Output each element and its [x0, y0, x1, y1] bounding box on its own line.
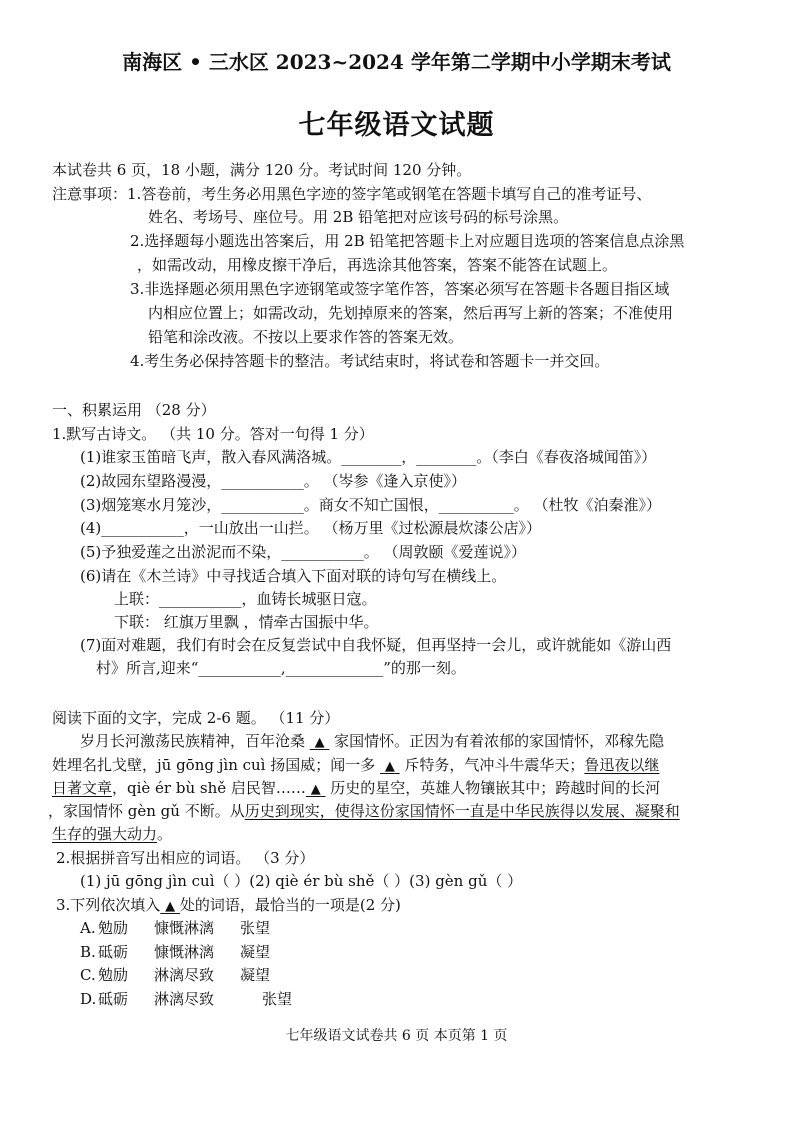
blank-triangle-q3: ▲ [165, 899, 176, 914]
note-4: 4.考生务必保持答题卡的整洁。考试结束时，将试卷和答题卡一并交回。 [130, 352, 610, 370]
question-1-3: (3)烟笼寒水月笼沙，___________。商女不知亡国恨，__________。 （杜牧《泊秦淮》） [80, 496, 662, 514]
question-1-4: (4)___________，一山放出一山拦。 （杨万里《过松源晨炊漆公店》） [80, 519, 542, 537]
note-3c: 铅笔和涂改液。不按以上要求作答的答案无效。 [148, 328, 464, 346]
note-1a: 1.答卷前，考生务必用黑色字迹的签字笔或钢笔在答题卡填写自己的准考证号、 [127, 185, 652, 203]
page-footer: 七年级语文试卷共 6 页 本页第 1 页 [285, 1028, 508, 1044]
option-d[interactable]: D. 砥砺 淋漓尽致 张望 [80, 990, 293, 1008]
reading-intro: 阅读下面的文字，完成 2-6 题。 （11 分） [52, 709, 340, 727]
notes-label: 注意事项： [52, 185, 128, 203]
option-a[interactable]: A. 勉励 慷慨淋漓 张望 [80, 919, 271, 937]
blank-triangle-3: ▲ [310, 782, 321, 797]
underlined-sentence-d: 生存的强大动力 [52, 825, 158, 843]
question-1-title: 1.默写古诗文。 （共 10 分。答对一句得 1 分） [52, 425, 374, 443]
question-1-7a: (7)面对难题，我们有时会在反复尝试中自我怀疑，但再坚持一会儿，或许就能如《游山西 [80, 636, 672, 654]
note-2b: ，如需改动，用橡皮擦干净后，再选涂其他答案，答案不能答在试题上。 [137, 256, 618, 274]
option-c[interactable]: C. 勉励 淋漓尽致 凝望 [80, 966, 271, 984]
question-2-items: (1) jū gōng jìn cuì（ ）(2) qiè ér bù shě（ ）(3) gèn gǔ（ ） [80, 872, 523, 890]
question-1-7b: 村》所言,迎来“___________,_____________”的那一刻。 [96, 659, 466, 677]
passage-line-5: 生存的强大动力。 [52, 825, 173, 843]
question-1-5: (5)予独爱莲之出淤泥而不染，___________。 （周敦颐《爱莲说》） [80, 543, 527, 561]
question-1-6: (6)请在《木兰诗》中寻找适合填入下面对联的诗句写在横线上。 [80, 567, 507, 585]
underlined-sentence-b: 日著文章 [52, 779, 113, 797]
couplet-upper: 上联：___________，血铸长城驱日寇。 [114, 590, 377, 608]
couplet-lower: 下联： 红旗万里飘 ，情牵古国振中华。 [114, 613, 379, 631]
note-2a: 2.选择题每小题选出答案后，用 2B 铅笔把答题卡上对应题目选项的答案信息点涂黑 [130, 232, 685, 250]
passage-line-3: 日著文章，qiè ér bù shě 启民智…… ▲ 历史的星空，英雄人物镶嵌其中；跨越时间的长河 [52, 779, 661, 797]
note-1b: 姓名、考场号、座位号。用 2B 铅笔把对应该号码的标号涂黑。 [148, 208, 569, 226]
blank-triangle-2: ▲ [384, 759, 395, 774]
question-3-title: 3.下列依次填入 ▲ 处的词语，最恰当的一项是(2 分) [56, 896, 401, 914]
blank-triangle-1: ▲ [314, 735, 325, 750]
passage-line-4: ，家国情怀 gèn gǔ 不断。从历史到现实，使得这份家国情怀一直是中华民族得以发展、凝聚和 [48, 802, 680, 820]
passage-line-1: 岁月长河激荡民族精神，百年沧桑 ▲ 家国情怀。正因为有着浓郁的家国情怀，邓稼先隐 [80, 732, 665, 750]
subject-title: 七年级语文试题 [298, 110, 495, 141]
exam-summary: 本试卷共 6 页，18 小题，满分 120 分。考试时间 120 分钟。 [52, 161, 472, 179]
question-1-2: (2)故园东望路漫漫，___________。 （岑参《逢入京使》） [80, 472, 467, 490]
notes-line-1 [52, 184, 651, 204]
question-1-1: (1)谁家玉笛暗飞声，散入春风满洛城。________，________。（李白《春夜洛城闻笛》） [80, 448, 657, 466]
section-heading: 一、积累运用 （28 分） [52, 401, 216, 419]
passage-line-2: 姓埋名扎戈壁，jū gōng jìn cuì 扬国威；闻一多 ▲ 斥特务，气冲斗牛震华天；鲁迅夜以继 [52, 756, 660, 774]
question-2-title: 2.根据拼音写出相应的词语。 （3 分） [56, 849, 315, 867]
note-3a: 3.非选择题必须用黑色字迹钢笔或签字笔作答，答案必须写在答题卡各题目指区域 [130, 280, 670, 298]
underlined-sentence-c: 历史到现实，使得这份家国情怀一直是中华民族得以发展、凝聚和 [244, 802, 680, 820]
option-b[interactable]: B. 砥砺 慷慨淋漓 凝望 [80, 943, 271, 961]
note-3b: 内相应位置上；如需改动，先划掉原来的答案，然后再写上新的答案；不准使用 [148, 304, 674, 322]
exam-title: 南海区 • 三水区 2023~2024 学年第二学期中小学期末考试 [122, 50, 671, 74]
underlined-sentence-a: 鲁迅夜以继 [584, 756, 660, 774]
